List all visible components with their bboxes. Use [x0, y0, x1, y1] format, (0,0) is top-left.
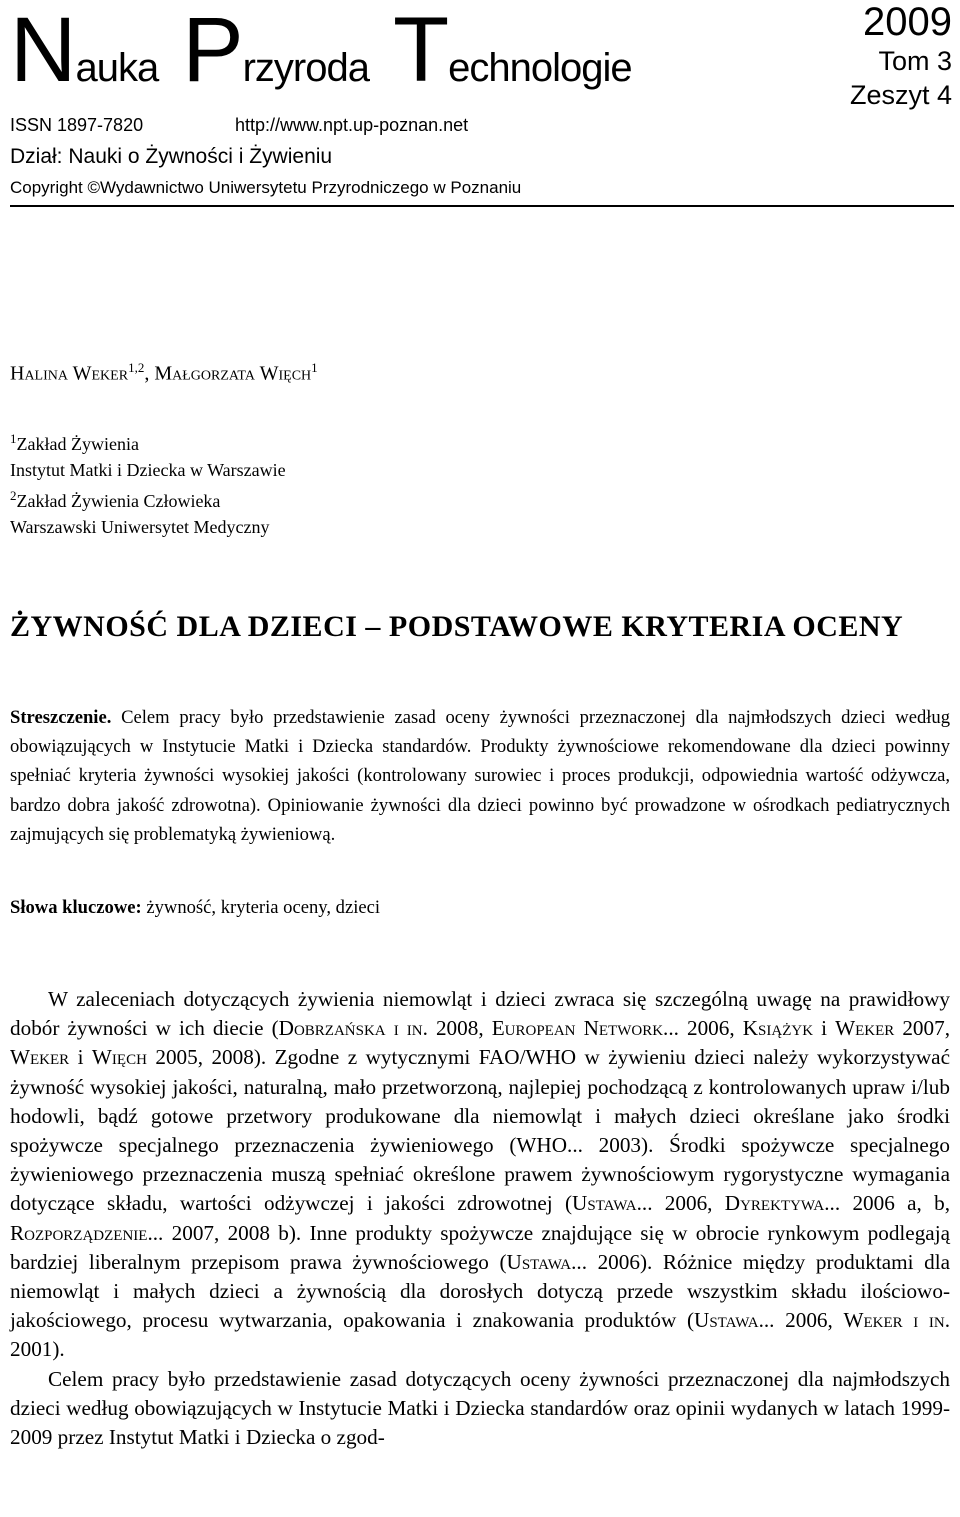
- citation-author: Więch: [91, 1045, 147, 1070]
- text-run: 2006,: [652, 1191, 725, 1216]
- paragraph: Celem pracy było przedstawienie zasad dotyczących oceny żywności przeznaczonej dla najmłodszych dzieci według obowiązujących w Instytucie Matki i Dziecka standardów oraz opinii wydanych w latach 1999-2009 przez Instytut Matki i Dziecka o zgod-: [10, 1366, 950, 1450]
- header-divider: [10, 205, 954, 207]
- journal-word-technologie: echnologie: [448, 46, 632, 90]
- issue: Zeszyt 4: [849, 80, 952, 110]
- affiliations: [10, 426, 286, 540]
- author-affiliation-marker: 1: [311, 360, 318, 375]
- citation-author: Ustawa...: [506, 1249, 587, 1274]
- author-affiliation-marker: 1,2: [128, 360, 145, 375]
- text-run: i: [813, 1016, 836, 1041]
- author-separator: ,: [144, 362, 155, 385]
- journal-initial-p: P: [182, 0, 243, 101]
- keywords-label: Słowa kluczowe:: [10, 897, 142, 918]
- text-run: 2007,: [894, 1016, 951, 1041]
- journal-word-nauka: auka: [75, 46, 159, 90]
- abstract-label: Streszczenie.: [10, 707, 112, 728]
- text-run: W zaleceniach dotyczących żywienia niemowląt i dzieci zwraca się szczególną uwagę na prawidłowy dobór żywności w ich diecie (: [10, 987, 950, 1041]
- citation-author: Rozporządzenie...: [10, 1220, 164, 1245]
- citation-author: Ustawa...: [572, 1191, 653, 1216]
- journal-initial-t: T: [392, 0, 449, 101]
- affiliation-line: Zakład Żywienia: [16, 434, 139, 454]
- paper-title: ŻYWNOŚĆ DLA DZIECI – PODSTAWOWE KRYTERIA OCENY: [10, 610, 904, 643]
- citation-author: Weker: [10, 1045, 70, 1070]
- volume: Tom 3: [878, 46, 952, 76]
- journal-url-link[interactable]: http://www.npt.up-poznan.net: [235, 115, 469, 135]
- issn: ISSN 1897-7820: [10, 115, 144, 135]
- journal-word-przyroda: rzyroda: [242, 46, 369, 90]
- publication-info: [850, 0, 952, 112]
- citation-author: Książyk: [742, 1016, 814, 1041]
- issn-row: [10, 114, 469, 136]
- abstract-text: Celem pracy było przedstawienie zasad oceny żywności przeznaczonej dla najmłodszych dzieci według obowiązujących w Instytucie Matki i Dziecka standardów. Produkty żywnościowe rekomendowane dla dzieci powinny spełniać kryteria żywności wysokiej jakości (kontrolowany surowiec i proces produkcji, odpowiednia wartość odżywcza, bardzo dobra jakość zdrowotna). Opiniowanie żywności dla dzieci powinno być prowadzone w ośrodkach pediatrycznych zajmujących się problematyką żywieniową.: [10, 707, 950, 845]
- author-name: Małgorzata Więch: [154, 362, 312, 385]
- citation-author: Weker: [835, 1016, 895, 1041]
- journal-initial-n: N: [10, 0, 76, 101]
- affiliation-marker: 2: [10, 488, 17, 503]
- year: 2009: [863, 0, 952, 44]
- author-name: Halina Weker: [10, 362, 129, 385]
- affiliation-line: Instytut Matki i Dziecka w Warszawie: [10, 460, 286, 480]
- keywords: [10, 895, 380, 921]
- citation-author: Dobrzańska i in.: [278, 1016, 428, 1041]
- text-run: 2006). Różnice między produktami dla niemowląt i małych dzieci a żywnością dla dorosłych dotyczą przede wszystkim składu ilościowo-jakościowego, procesu wytwarzania, opakowania i znakowania produktów (: [10, 1249, 951, 1333]
- affiliation-line: Warszawski Uniwersytet Medyczny: [10, 517, 270, 537]
- authors: [10, 355, 318, 387]
- citation-author: European Network...: [491, 1016, 679, 1041]
- journal-title: [10, 0, 632, 118]
- text-run: 2006 a, b,: [840, 1191, 951, 1216]
- citation-author: Dyrektywa...: [724, 1191, 841, 1216]
- body-text: [10, 985, 950, 1452]
- keywords-text: żywność, kryteria oceny, dzieci: [141, 897, 381, 918]
- text-run: 2006,: [678, 1016, 743, 1041]
- text-run: i: [69, 1045, 92, 1070]
- affiliation-marker: 1: [10, 431, 17, 446]
- abstract: [10, 703, 950, 849]
- department: Dział: Nauki o Żywności i Żywieniu: [10, 145, 333, 168]
- text-run: 2008,: [427, 1016, 492, 1041]
- affiliation-line: Zakład Żywienia Człowieka: [16, 491, 221, 511]
- text-run: 2006,: [774, 1308, 844, 1333]
- text-run: 2001).: [10, 1337, 65, 1362]
- paragraph: [10, 985, 950, 1365]
- text-run: 2007, 2008 b). Inne produkty spożywcze znajdujące się w obrocie rynkowym podlegają bardziej liberalnym przepisom prawa żywnościowego (: [10, 1220, 950, 1274]
- text-run: 2005, 2008). Zgodne z wytycznymi FAO/WHO w żywieniu dzieci należy wykorzystywać żywność wysokiej jakości, naturalną, mało przetworzoną, najlepiej pochodzącą z kontrolowanych upraw i/lub hodowli, bądź gotowe przetwory produkowane dla niemowląt i małych dzieci określane jako środki spożywcze specjalnego przeznaczenia żywieniowego (WHO... 2003). Środki spożywcze specjalnego żywieniowego przeznaczenia muszą spełniać określone prawem żywnościowym rygorystyczne wymagania dotyczące składu, wartości odżywczej i jakości zdrowotnej (: [10, 1045, 950, 1216]
- citation-author: Ustawa...: [694, 1308, 775, 1333]
- citation-author: Weker i in.: [843, 1308, 951, 1333]
- copyright: Copyright ©Wydawnictwo Uniwersytetu Przyrodniczego w Poznaniu: [10, 178, 522, 197]
